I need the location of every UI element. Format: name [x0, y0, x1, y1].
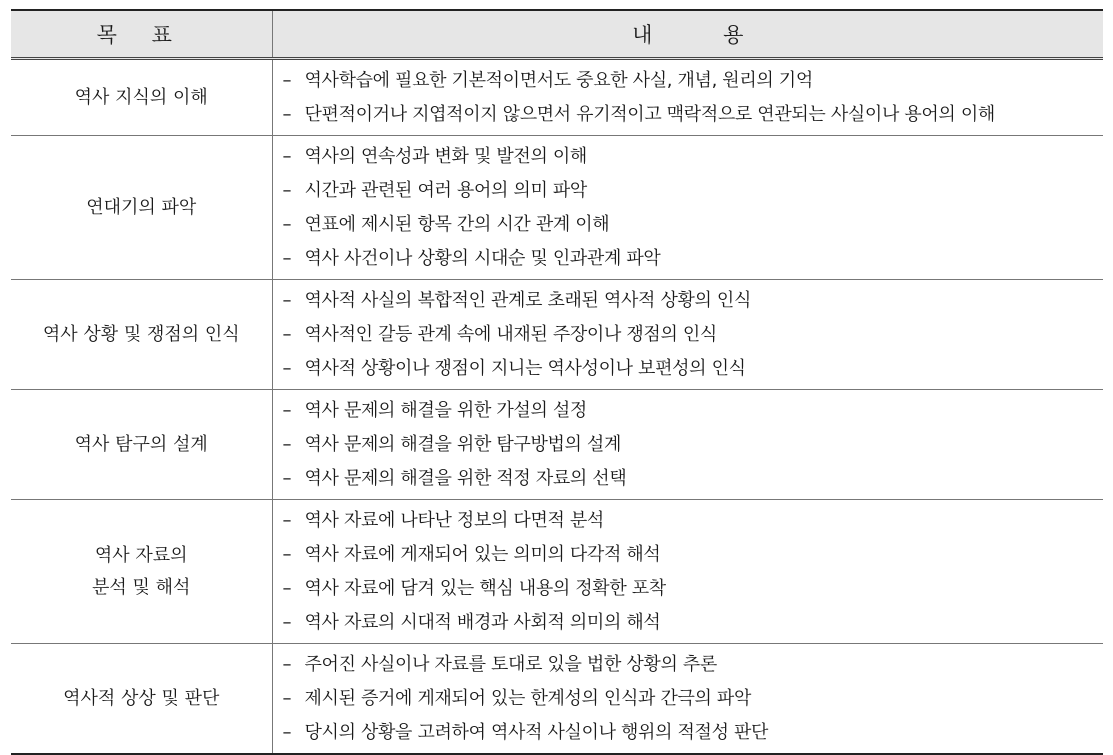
dash-icon: –: [282, 180, 292, 201]
list-item: – 역사 자료의 시대적 배경과 사회적 의미의 해석: [283, 606, 1104, 640]
dash-icon: –: [282, 468, 292, 489]
dash-icon: –: [282, 434, 292, 455]
dash-icon: –: [282, 146, 292, 167]
list-item: – 역사적인 갈등 관계 속에 내재된 주장이나 쟁점의 인식: [283, 318, 1104, 352]
table-row: [11, 59, 1103, 136]
list-item: – 역사의 연속성과 변화 및 발전의 이해: [283, 140, 1104, 174]
dash-icon: –: [282, 544, 292, 565]
goal-line: 분석 및 해석: [92, 576, 191, 598]
table-row: [11, 280, 1103, 390]
dash-icon: –: [282, 688, 292, 709]
list-item: – 당시의 상황을 고려하여 역사적 사실이나 행위의 적절성 판단: [283, 716, 1104, 750]
list-item: – 연표에 제시된 항목 간의 시간 관계 이해: [283, 208, 1104, 242]
goal-cell: 연대기의 파악: [11, 136, 272, 280]
dash-icon: –: [282, 324, 292, 345]
list-item: – 역사 자료에 나타난 정보의 다면적 분석: [283, 504, 1104, 538]
dash-icon: –: [282, 578, 292, 599]
dash-icon: –: [282, 248, 292, 269]
list-item: – 역사 문제의 해결을 위한 가설의 설정: [283, 394, 1104, 428]
list-item: – 역사 자료에 담겨 있는 핵심 내용의 정확한 포착: [283, 572, 1104, 606]
dash-icon: –: [282, 654, 292, 675]
objectives-table: [11, 9, 1103, 755]
list-item: – 단편적이거나 지엽적이지 않으면서 유기적이고 맥락적으로 연관되는 사실이나 용어의 이해: [283, 98, 1104, 132]
list-item: – 역사 자료에 게재되어 있는 의미의 다각적 해석: [283, 538, 1104, 572]
list-item: – 주어진 사실이나 자료를 토대로 있을 법한 상황의 추론: [283, 648, 1104, 682]
content-cell: [272, 500, 1103, 644]
list-item: – 역사적 상황이나 쟁점이 지니는 역사성이나 보편성의 인식: [283, 352, 1104, 386]
content-list: [273, 390, 1104, 499]
list-item: – 시간과 관련된 여러 용어의 의미 파악: [283, 174, 1104, 208]
table-row: [11, 136, 1103, 280]
dash-icon: –: [282, 400, 292, 421]
content-cell: [272, 136, 1103, 280]
goal-cell: 역사 지식의 이해: [11, 59, 272, 136]
list-item: – 제시된 증거에 게재되어 있는 한계성의 인식과 간극의 파악: [283, 682, 1104, 716]
objectives-table-wrapper: [11, 9, 1103, 755]
content-list: [273, 644, 1104, 753]
dash-icon: –: [282, 612, 292, 633]
list-item: – 역사 문제의 해결을 위한 탐구방법의 설계: [283, 428, 1104, 462]
dash-icon: –: [282, 722, 292, 743]
content-list: [273, 280, 1104, 389]
content-list: [273, 136, 1104, 279]
content-cell: [272, 644, 1103, 755]
header-row: [11, 10, 1103, 59]
list-item: – 역사적 사실의 복합적인 관계로 초래된 역사적 상황의 인식: [283, 284, 1104, 318]
table-row: [11, 390, 1103, 500]
table-row: [11, 500, 1103, 644]
goal-cell: 역사 상황 및 쟁점의 인식: [11, 280, 272, 390]
dash-icon: –: [282, 214, 292, 235]
header-content: 내 용: [272, 10, 1103, 59]
list-item: – 역사 문제의 해결을 위한 적정 자료의 선택: [283, 462, 1104, 496]
list-item: – 역사학습에 필요한 기본적이면서도 중요한 사실, 개념, 원리의 기억: [283, 64, 1104, 98]
goal-cell: [11, 500, 272, 644]
goal-line: 역사 자료의: [94, 544, 188, 566]
goal-cell: 역사 탐구의 설계: [11, 390, 272, 500]
dash-icon: –: [282, 104, 292, 125]
content-cell: [272, 390, 1103, 500]
dash-icon: –: [282, 510, 292, 531]
content-list: [273, 60, 1104, 135]
list-item: – 역사 사건이나 상황의 시대순 및 인과관계 파악: [283, 242, 1104, 276]
goal-cell: 역사적 상상 및 판단: [11, 644, 272, 755]
content-cell: [272, 280, 1103, 390]
content-cell: [272, 59, 1103, 136]
dash-icon: –: [282, 358, 292, 379]
header-goal: 목 표: [11, 10, 272, 59]
table-row: [11, 644, 1103, 755]
dash-icon: –: [282, 290, 292, 311]
dash-icon: –: [282, 70, 292, 91]
content-list: [273, 500, 1104, 643]
